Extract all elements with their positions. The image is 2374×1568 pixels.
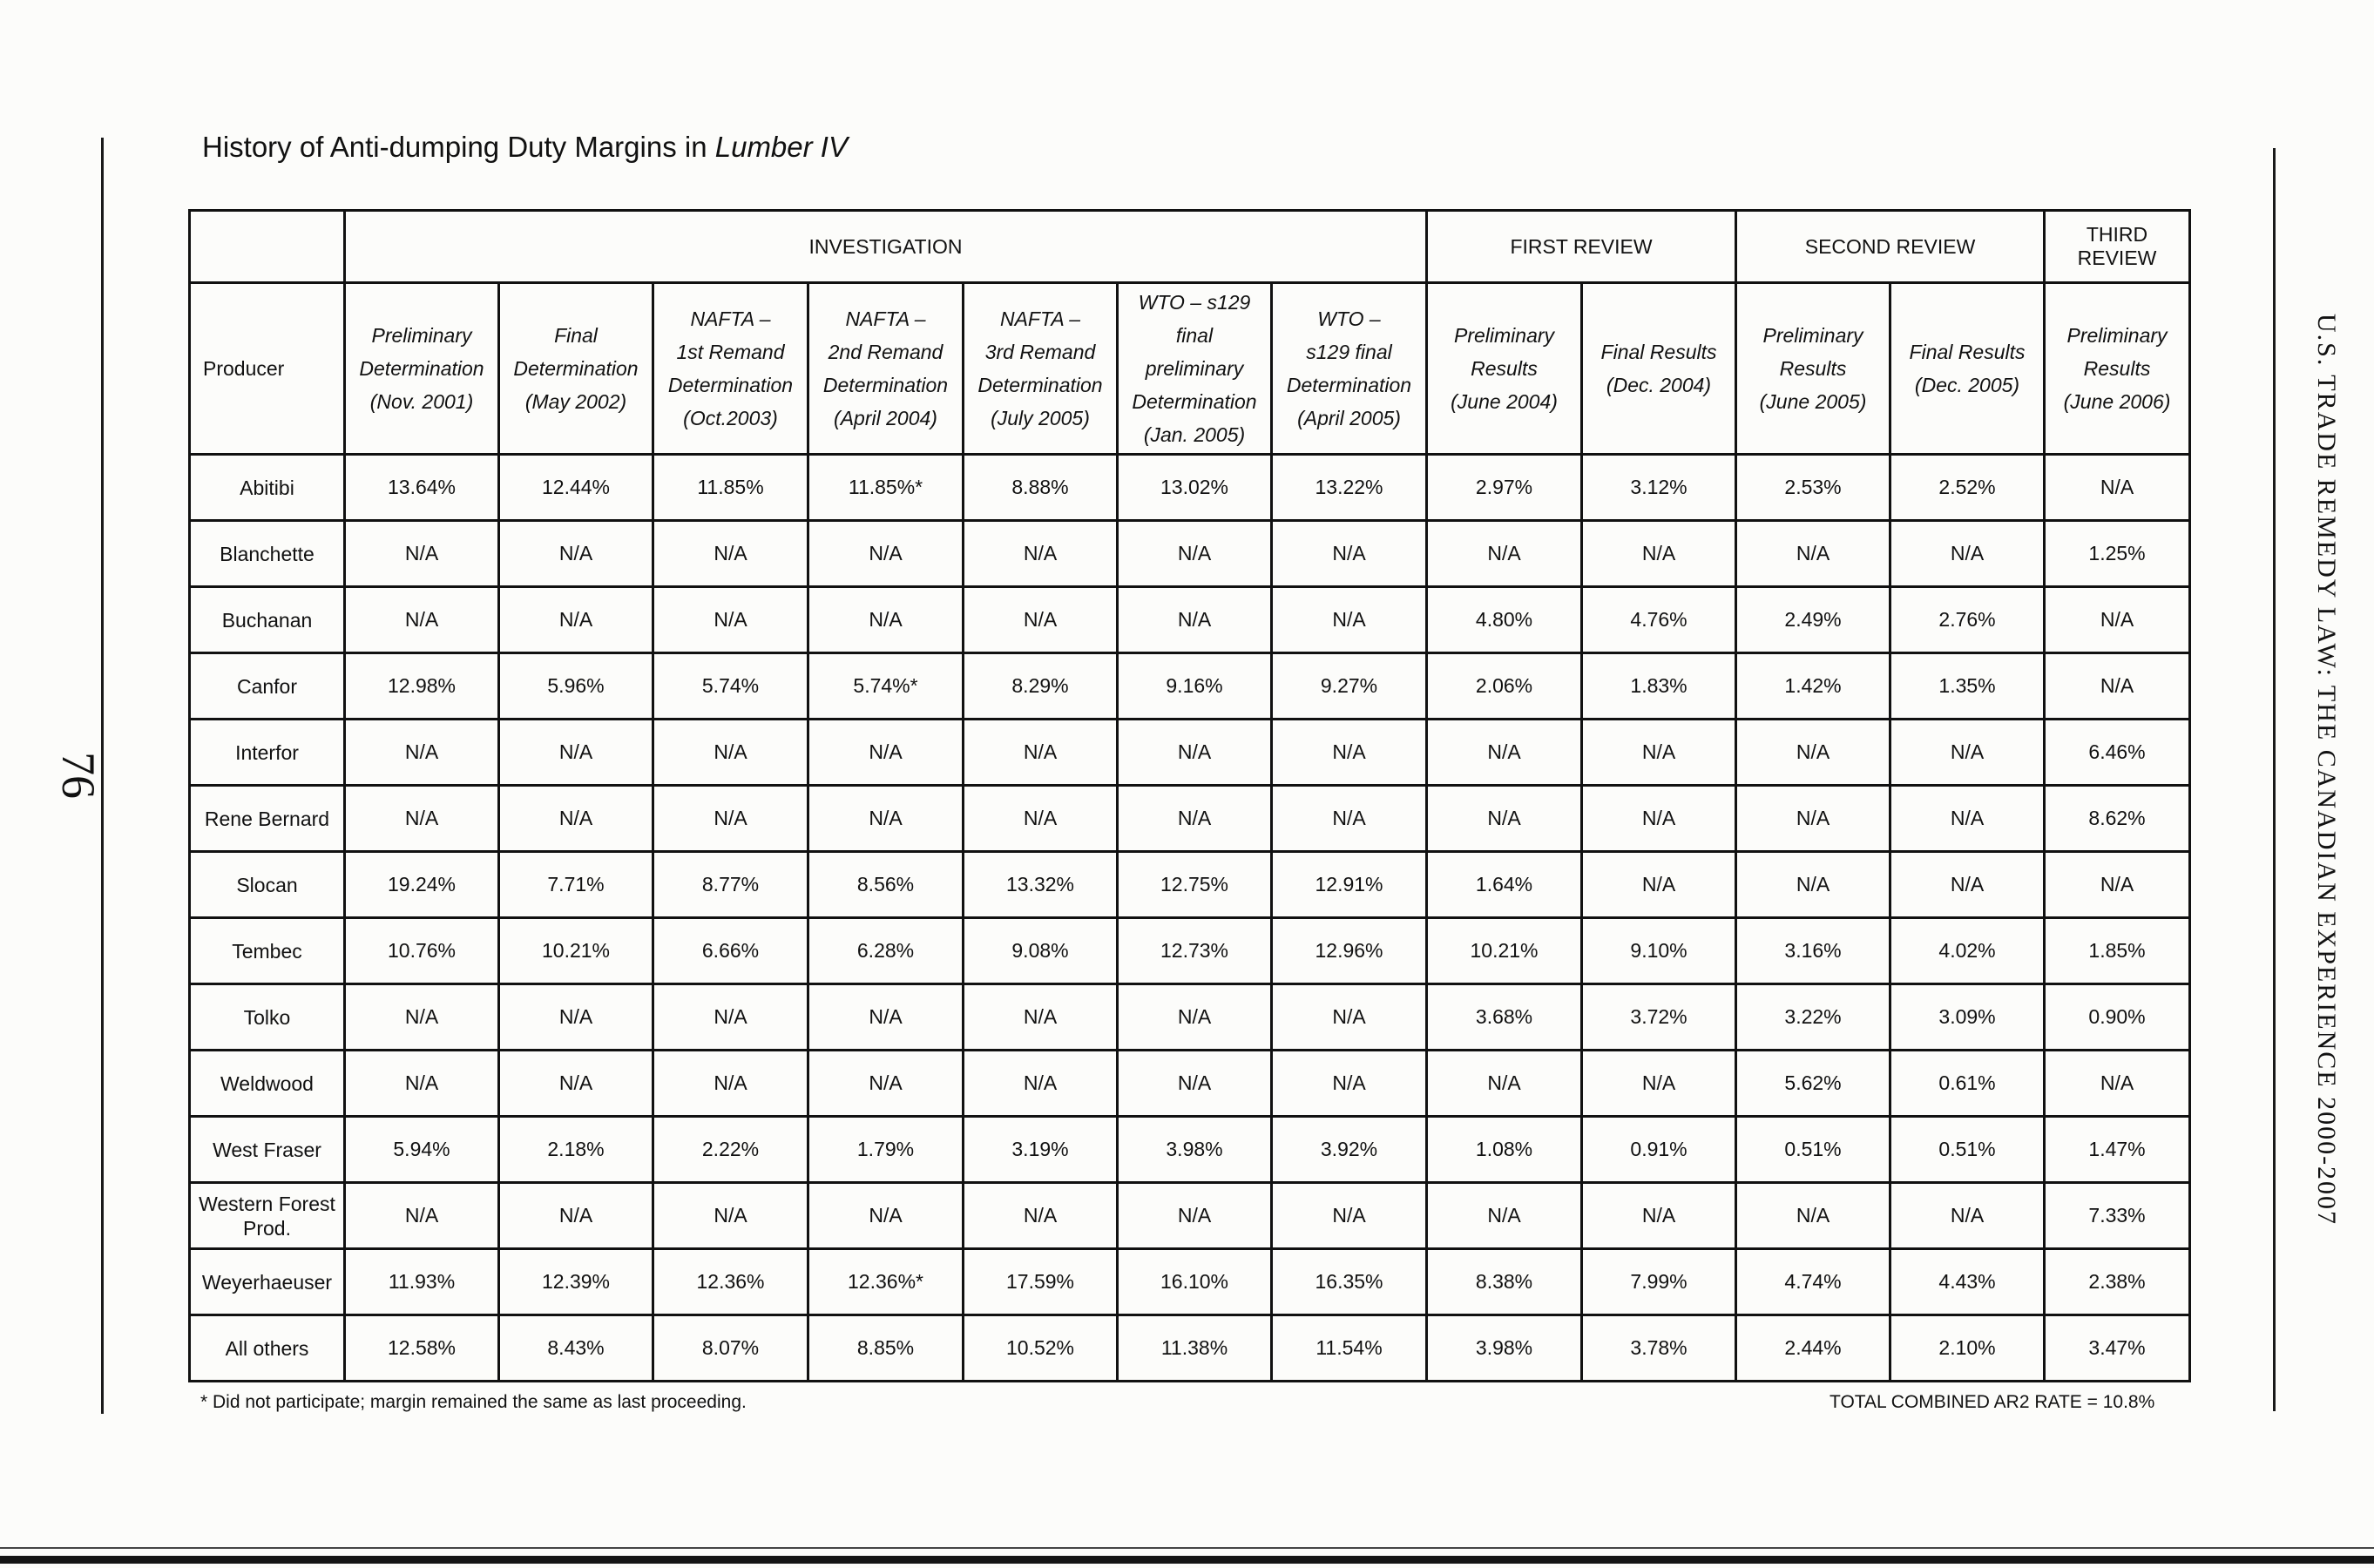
margin-cell: 4.80% xyxy=(1427,587,1582,653)
margin-cell: N/A xyxy=(653,786,808,852)
margin-cell: N/A xyxy=(1118,984,1272,1051)
margin-cell: 8.56% xyxy=(808,852,964,918)
margin-cell: 10.76% xyxy=(345,918,499,984)
margin-cell: 8.85% xyxy=(808,1315,964,1382)
margin-cell: N/A xyxy=(1736,720,1890,786)
margin-cell: 2.22% xyxy=(653,1117,808,1183)
margin-cell: 2.52% xyxy=(1890,455,2045,521)
table-title xyxy=(202,131,848,164)
margin-cell: 12.75% xyxy=(1118,852,1272,918)
column-header-line: Preliminary xyxy=(1454,324,1555,347)
margin-cell: 1.35% xyxy=(1890,653,2045,720)
column-header-line: (May 2002) xyxy=(524,390,627,413)
margin-cell: N/A xyxy=(2045,852,2190,918)
column-header-line: (June 2004) xyxy=(1451,390,1558,413)
column-header-line: Results xyxy=(1471,357,1538,380)
producer-cell: Tolko xyxy=(190,984,345,1051)
margin-cell: 3.68% xyxy=(1427,984,1582,1051)
margin-cell: 12.44% xyxy=(499,455,653,521)
margin-cell: N/A xyxy=(1272,1051,1427,1117)
group-header-row xyxy=(190,211,2190,283)
table-row xyxy=(190,720,2190,786)
column-header xyxy=(499,283,653,455)
margin-cell: 8.07% xyxy=(653,1315,808,1382)
margin-cell: 16.35% xyxy=(1272,1249,1427,1315)
margin-cell: 12.96% xyxy=(1272,918,1427,984)
margin-cell: 3.78% xyxy=(1582,1315,1736,1382)
margin-cell: N/A xyxy=(1118,786,1272,852)
margin-cell: 4.02% xyxy=(1890,918,2045,984)
margin-cell: 3.98% xyxy=(1427,1315,1582,1382)
margin-cell: 8.29% xyxy=(964,653,1118,720)
column-header xyxy=(1118,283,1272,455)
margin-cell: N/A xyxy=(499,521,653,587)
margin-cell: 1.64% xyxy=(1427,852,1582,918)
margin-cell: N/A xyxy=(1427,720,1582,786)
margin-cell: N/A xyxy=(2045,653,2190,720)
column-header-line: WTO – s129 final xyxy=(1138,291,1251,347)
margin-cell: N/A xyxy=(1118,1183,1272,1249)
column-header-line: s129 final xyxy=(1306,341,1392,363)
margin-cell: N/A xyxy=(1118,720,1272,786)
margin-cell: N/A xyxy=(1890,1183,2045,1249)
margin-cell: N/A xyxy=(1736,521,1890,587)
margin-cell: 6.46% xyxy=(2045,720,2190,786)
table-row xyxy=(190,984,2190,1051)
margin-cell: 5.94% xyxy=(345,1117,499,1183)
margin-cell: N/A xyxy=(1582,521,1736,587)
bottom-rule xyxy=(0,1556,2374,1564)
margin-cell: 5.74%* xyxy=(808,653,964,720)
producer-cell: Abitibi xyxy=(190,455,345,521)
margin-cell: 1.85% xyxy=(2045,918,2190,984)
table-row xyxy=(190,1183,2190,1249)
margin-cell: N/A xyxy=(1118,521,1272,587)
column-header-line: (July 2005) xyxy=(991,407,1090,429)
margin-cell: N/A xyxy=(1272,521,1427,587)
margin-cell: N/A xyxy=(345,587,499,653)
column-header-line: (Jan. 2005) xyxy=(1143,423,1246,446)
margin-cell: N/A xyxy=(2045,587,2190,653)
table-row xyxy=(190,455,2190,521)
margin-cell: N/A xyxy=(1890,786,2045,852)
margin-cell: 0.91% xyxy=(1582,1117,1736,1183)
margin-cell: N/A xyxy=(345,1183,499,1249)
table-row xyxy=(190,1249,2190,1315)
margin-cell: 4.76% xyxy=(1582,587,1736,653)
producer-cell: Tembec xyxy=(190,918,345,984)
column-header xyxy=(1272,283,1427,455)
margin-cell: N/A xyxy=(964,587,1118,653)
producer-cell: Interfor xyxy=(190,720,345,786)
margin-cell: 1.47% xyxy=(2045,1117,2190,1183)
margin-cell: 6.28% xyxy=(808,918,964,984)
margin-cell: 17.59% xyxy=(964,1249,1118,1315)
margin-cell: N/A xyxy=(808,1183,964,1249)
column-header-line: WTO – xyxy=(1317,308,1381,330)
column-header-line: NAFTA – xyxy=(690,308,771,330)
column-header-line: Final xyxy=(554,324,598,347)
column-header-line: NAFTA – xyxy=(999,308,1080,330)
margin-cell: 13.22% xyxy=(1272,455,1427,521)
bottom-rule-thin xyxy=(0,1547,2374,1549)
margin-cell: 8.38% xyxy=(1427,1249,1582,1315)
margin-cell: 4.43% xyxy=(1890,1249,2045,1315)
margin-cell: N/A xyxy=(1118,1051,1272,1117)
page-number: 76 xyxy=(52,752,105,799)
column-header-line: (April 2005) xyxy=(1297,407,1401,429)
margin-cell: 16.10% xyxy=(1118,1249,1272,1315)
margin-cell: 2.06% xyxy=(1427,653,1582,720)
margin-cell: N/A xyxy=(653,521,808,587)
producer-cell: Weyerhaeuser xyxy=(190,1249,345,1315)
column-header-line: Determination xyxy=(977,374,1103,396)
margin-cell: N/A xyxy=(964,786,1118,852)
margin-cell: 11.93% xyxy=(345,1249,499,1315)
margin-cell: N/A xyxy=(2045,455,2190,521)
margin-cell: 3.47% xyxy=(2045,1315,2190,1382)
margin-cell: 10.21% xyxy=(499,918,653,984)
column-header xyxy=(345,283,499,455)
margin-cell: 3.19% xyxy=(964,1117,1118,1183)
margin-cell: N/A xyxy=(1427,521,1582,587)
column-header-row xyxy=(190,283,2190,455)
column-header xyxy=(1582,283,1736,455)
column-header-line: Determination xyxy=(822,374,949,396)
margin-cell: 12.91% xyxy=(1272,852,1427,918)
margin-cell: 1.79% xyxy=(808,1117,964,1183)
margin-cell: N/A xyxy=(964,720,1118,786)
margin-cell: N/A xyxy=(964,1051,1118,1117)
column-header-line: Results xyxy=(2083,357,2151,380)
column-header-line: (April 2004) xyxy=(834,407,937,429)
margin-cell: 5.96% xyxy=(499,653,653,720)
margin-cell: 2.49% xyxy=(1736,587,1890,653)
margin-cell: N/A xyxy=(808,521,964,587)
producer-cell: Slocan xyxy=(190,852,345,918)
margin-cell: N/A xyxy=(499,786,653,852)
margin-cell: N/A xyxy=(1736,786,1890,852)
margin-cell: 12.98% xyxy=(345,653,499,720)
margin-cell: N/A xyxy=(1890,852,2045,918)
margin-cell: 11.54% xyxy=(1272,1315,1427,1382)
right-margin-rule xyxy=(2273,148,2276,1411)
margin-cell: 5.74% xyxy=(653,653,808,720)
table-row xyxy=(190,918,2190,984)
group-first-review: FIRST REVIEW xyxy=(1427,211,1736,283)
footnote: * Did not participate; margin remained the same as last proceeding. xyxy=(200,1392,747,1412)
producer-cell: Canfor xyxy=(190,653,345,720)
margin-cell: 12.36%* xyxy=(808,1249,964,1315)
margin-cell: N/A xyxy=(1890,521,2045,587)
margin-cell: 7.99% xyxy=(1582,1249,1736,1315)
margin-cell: 0.61% xyxy=(1890,1051,2045,1117)
margin-cell: 7.71% xyxy=(499,852,653,918)
margin-cell: 3.92% xyxy=(1272,1117,1427,1183)
column-header-line: 1st Remand xyxy=(676,341,785,363)
margin-cell: N/A xyxy=(653,1051,808,1117)
margin-cell: 2.44% xyxy=(1736,1315,1890,1382)
margin-cell: N/A xyxy=(653,984,808,1051)
margin-cell: 0.90% xyxy=(2045,984,2190,1051)
margin-cell: N/A xyxy=(964,521,1118,587)
margin-cell: 9.08% xyxy=(964,918,1118,984)
margin-cell: 9.27% xyxy=(1272,653,1427,720)
margin-cell: N/A xyxy=(499,1051,653,1117)
table-body xyxy=(190,455,2190,1382)
margin-cell: 3.72% xyxy=(1582,984,1736,1051)
column-header-line: (Oct.2003) xyxy=(683,407,778,429)
margin-cell: 8.77% xyxy=(653,852,808,918)
table-row xyxy=(190,587,2190,653)
margin-cell: 5.62% xyxy=(1736,1051,1890,1117)
margin-cell: N/A xyxy=(808,720,964,786)
group-second-review: SECOND REVIEW xyxy=(1736,211,2045,283)
margin-cell: N/A xyxy=(1582,720,1736,786)
margin-cell: N/A xyxy=(808,1051,964,1117)
margin-cell: N/A xyxy=(1890,720,2045,786)
group-investigation: INVESTIGATION xyxy=(345,211,1427,283)
column-header-line: Determination xyxy=(1132,390,1257,413)
margin-cell: 12.36% xyxy=(653,1249,808,1315)
column-header-line: Final Results xyxy=(1600,341,1717,363)
margin-cell: 1.42% xyxy=(1736,653,1890,720)
table-row xyxy=(190,1117,2190,1183)
margin-cell: 12.39% xyxy=(499,1249,653,1315)
margin-cell: N/A xyxy=(345,720,499,786)
margin-cell: 11.38% xyxy=(1118,1315,1272,1382)
margin-cell: 0.51% xyxy=(1890,1117,2045,1183)
margin-cell: N/A xyxy=(1118,587,1272,653)
table-row xyxy=(190,1051,2190,1117)
column-header-line: Determination xyxy=(513,357,639,380)
producer-cell: Buchanan xyxy=(190,587,345,653)
producer-cell: Western Forest Prod. xyxy=(190,1183,345,1249)
margin-cell: N/A xyxy=(345,1051,499,1117)
margin-cell: N/A xyxy=(1582,852,1736,918)
column-header-line: 2nd Remand xyxy=(828,341,944,363)
margin-cell: N/A xyxy=(1582,1051,1736,1117)
column-header-line: (June 2005) xyxy=(1759,390,1867,413)
column-header-line: Preliminary xyxy=(1762,324,1863,347)
margin-cell: 2.53% xyxy=(1736,455,1890,521)
margin-cell: 9.16% xyxy=(1118,653,1272,720)
column-header-line: Final Results xyxy=(1909,341,2026,363)
column-header-line: preliminary xyxy=(1145,357,1244,380)
column-header-line: 3rd Remand xyxy=(984,341,1096,363)
margin-cell: N/A xyxy=(1736,852,1890,918)
column-header-line: (Dec. 2005) xyxy=(1914,374,2020,396)
margin-cell: N/A xyxy=(1272,786,1427,852)
margin-cell: 8.43% xyxy=(499,1315,653,1382)
column-header xyxy=(1427,283,1582,455)
margin-cell: 12.58% xyxy=(345,1315,499,1382)
producer-cell: Rene Bernard xyxy=(190,786,345,852)
margin-cell: N/A xyxy=(1272,720,1427,786)
column-header-line: Determination xyxy=(359,357,484,380)
margin-cell: 11.85%* xyxy=(808,455,964,521)
table-title-text: History of Anti-dumping Duty Margins in xyxy=(202,131,715,163)
margin-cell: N/A xyxy=(345,521,499,587)
margin-cell: N/A xyxy=(1582,1183,1736,1249)
margin-cell: N/A xyxy=(1582,786,1736,852)
margin-cell: N/A xyxy=(1736,1183,1890,1249)
margin-cell: N/A xyxy=(499,984,653,1051)
table-title-italic: Lumber IV xyxy=(714,131,848,163)
column-header-line: NAFTA – xyxy=(845,308,926,330)
margin-cell: 8.62% xyxy=(2045,786,2190,852)
margin-cell: 19.24% xyxy=(345,852,499,918)
margin-cell: N/A xyxy=(653,1183,808,1249)
group-third-review: THIRD REVIEW xyxy=(2045,211,2190,283)
margin-cell: 2.76% xyxy=(1890,587,2045,653)
producer-column-header: Producer xyxy=(190,283,345,455)
column-header-line: (June 2006) xyxy=(2063,390,2171,413)
column-header xyxy=(808,283,964,455)
margin-cell: 3.98% xyxy=(1118,1117,1272,1183)
margin-cell: 1.25% xyxy=(2045,521,2190,587)
column-header xyxy=(964,283,1118,455)
margin-cell: 13.02% xyxy=(1118,455,1272,521)
margin-cell: N/A xyxy=(964,1183,1118,1249)
margin-cell: 4.74% xyxy=(1736,1249,1890,1315)
table-row xyxy=(190,852,2190,918)
margin-cell: 3.09% xyxy=(1890,984,2045,1051)
margin-cell: N/A xyxy=(808,786,964,852)
producer-cell: All others xyxy=(190,1315,345,1382)
margin-cell: 3.12% xyxy=(1582,455,1736,521)
table-row xyxy=(190,653,2190,720)
column-header-line: Determination xyxy=(1286,374,1412,396)
producer-cell: Weldwood xyxy=(190,1051,345,1117)
margin-cell: 3.22% xyxy=(1736,984,1890,1051)
column-header xyxy=(653,283,808,455)
margin-cell: N/A xyxy=(808,984,964,1051)
column-header xyxy=(1890,283,2045,455)
margin-cell: 8.88% xyxy=(964,455,1118,521)
duty-margins-table xyxy=(188,209,2191,1382)
margin-cell: 10.52% xyxy=(964,1315,1118,1382)
margin-cell: N/A xyxy=(499,720,653,786)
margin-cell: 9.10% xyxy=(1582,918,1736,984)
column-header-line: Preliminary xyxy=(2066,324,2168,347)
column-header xyxy=(2045,283,2190,455)
margin-cell: N/A xyxy=(1427,1183,1582,1249)
column-header-line: (Dec. 2004) xyxy=(1606,374,1712,396)
table-row xyxy=(190,1315,2190,1382)
margin-cell: N/A xyxy=(1272,1183,1427,1249)
margin-cell: 13.64% xyxy=(345,455,499,521)
margin-cell: 12.73% xyxy=(1118,918,1272,984)
margin-cell: 2.18% xyxy=(499,1117,653,1183)
margin-cell: N/A xyxy=(499,587,653,653)
margin-cell: 13.32% xyxy=(964,852,1118,918)
column-header-line: Determination xyxy=(667,374,794,396)
total-combined-rate: TOTAL COMBINED AR2 RATE = 10.8% xyxy=(1830,1392,2155,1412)
margin-cell: N/A xyxy=(499,1183,653,1249)
column-header-line: Results xyxy=(1779,357,1847,380)
blank-corner-cell xyxy=(190,211,345,283)
margin-cell: N/A xyxy=(345,786,499,852)
margin-cell: N/A xyxy=(808,587,964,653)
margin-cell: N/A xyxy=(1272,587,1427,653)
table-row xyxy=(190,786,2190,852)
margin-cell: 2.38% xyxy=(2045,1249,2190,1315)
margin-cell: 1.08% xyxy=(1427,1117,1582,1183)
margin-cell: N/A xyxy=(653,720,808,786)
margin-cell: 11.85% xyxy=(653,455,808,521)
producer-cell: Blanchette xyxy=(190,521,345,587)
margin-cell: N/A xyxy=(1272,984,1427,1051)
margin-cell: 0.51% xyxy=(1736,1117,1890,1183)
margin-cell: 2.97% xyxy=(1427,455,1582,521)
margin-cell: N/A xyxy=(345,984,499,1051)
column-header-line: Preliminary xyxy=(371,324,472,347)
margin-cell: 1.83% xyxy=(1582,653,1736,720)
margin-cell: 10.21% xyxy=(1427,918,1582,984)
margin-cell: N/A xyxy=(653,587,808,653)
running-head: U.S. TRADE REMEDY LAW: THE CANADIAN EXPERIENCE 2000-2007 xyxy=(2312,314,2341,1227)
margin-cell: N/A xyxy=(1427,1051,1582,1117)
margin-cell: 2.10% xyxy=(1890,1315,2045,1382)
margin-cell: N/A xyxy=(964,984,1118,1051)
column-header-line: (Nov. 2001) xyxy=(369,390,474,413)
table-row xyxy=(190,521,2190,587)
margin-cell: 6.66% xyxy=(653,918,808,984)
margin-cell: N/A xyxy=(1427,786,1582,852)
margin-cell: 3.16% xyxy=(1736,918,1890,984)
margin-cell: N/A xyxy=(2045,1051,2190,1117)
margin-cell: 7.33% xyxy=(2045,1183,2190,1249)
column-header xyxy=(1736,283,1890,455)
producer-cell: West Fraser xyxy=(190,1117,345,1183)
